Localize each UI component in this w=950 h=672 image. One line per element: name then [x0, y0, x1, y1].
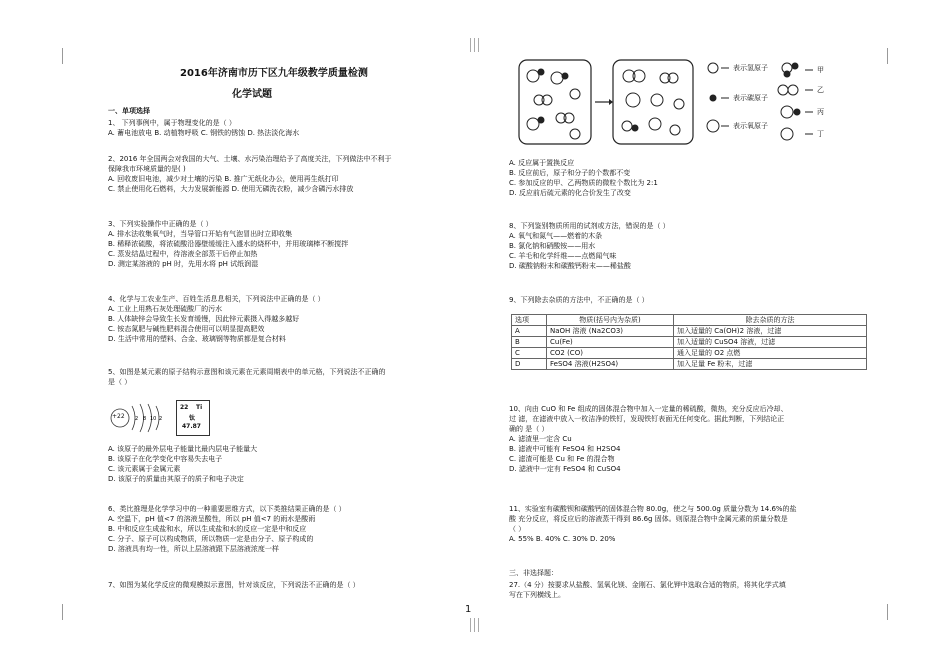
question-option: A. 空温下，pH 值<7 的溶液呈酸性，所以 pH 值<7 的雨水是酸雨: [108, 515, 316, 523]
reaction-diagram: [517, 54, 867, 150]
question-5: [108, 367, 385, 387]
question-option: A. 55% B. 40% C. 30% D. 20%: [509, 535, 616, 543]
question-stem: 酸 充分反应，将反应后的溶液蒸干得到 86.6g 固体。则原混合物中金属元素的质量分数是: [509, 515, 788, 523]
molecule-label: 丁: [817, 130, 824, 138]
question-option: B. 稀释浓硫酸，将浓硫酸沿器壁缓缓注入盛水的烧杯中，并用玻璃棒不断搅拌: [108, 240, 349, 248]
atom-structure-diagram: [106, 398, 170, 438]
table-cell: D: [512, 359, 547, 370]
table-cell: Cu(Fe): [547, 337, 674, 348]
page-subtitle: 化学试题: [232, 89, 272, 100]
question-option: C. 该元素属于金属元素: [108, 465, 181, 473]
question-option: A. 反应属于置换反应: [509, 159, 575, 167]
table-row: [512, 337, 867, 348]
question-option: D. 测定某溶液的 pH 时，先用水将 pH 试纸润湿: [108, 260, 259, 268]
question-11: [509, 504, 797, 544]
question-stem: 27.（4 分）按要求从盐酸、氢氧化镁、金刚石、氯化钾中选取合适的物质，将其化学式填: [509, 581, 786, 589]
question-option: D. 碳酸钠粉末和碳酸钙粉末——稀盐酸: [509, 262, 631, 270]
table-row: [512, 359, 867, 370]
question-stem: 确的 是（ ）: [509, 425, 549, 433]
question-9-stem: 9、下列除去杂质的方法中，不正确的是（ ）: [509, 296, 649, 304]
question-27: [509, 580, 786, 600]
question-stem: 保障我市环境质量的是( ): [108, 165, 186, 173]
table-cell: A: [512, 326, 547, 337]
question-option: C. 参加反应的甲、乙两物质的微粒个数比为 2:1: [509, 179, 658, 187]
question-stem: 10、向由 CuO 和 Fe 组成的固体混合物中加入一定量的稀硫酸，微热，充分反应后冷却、: [509, 405, 788, 413]
question-option: C. 铵态氮肥与碱性肥料混合使用可以明显提高肥效: [108, 325, 265, 333]
question-stem: 11、实验室有碳酸钡和碳酸钙的固体混合物 80.0g，使之与 500.0g 质量分数为 14.6%的盐: [509, 505, 797, 513]
table-cell: CO2 (CO): [547, 348, 674, 359]
question-option: A. 氧气和氮气——燃着的木条: [509, 232, 603, 240]
molecule-label: 甲: [817, 66, 824, 74]
table-cell: 通入足量的 O2 点燃: [674, 348, 867, 359]
question-option: C. 分子、原子可以构成物质，所以物质一定是由分子、原子构成的: [108, 535, 314, 543]
impurity-table: [511, 314, 867, 370]
svg-text:8: 8: [143, 416, 147, 422]
table-header-cell: 除去杂质的方法: [674, 315, 867, 326]
question-option: C. 禁止使用化石燃料，大力发展新能源 D. 使用无磷洗衣粉，减少含磷污水排放: [108, 185, 354, 193]
question-1: [108, 118, 299, 138]
svg-text:2: 2: [159, 416, 163, 422]
crop-mark: [887, 604, 888, 620]
section-heading: 三、非选择题：: [509, 569, 558, 577]
table-cell: FeSO4 溶液(H2SO4): [547, 359, 674, 370]
question-option: B. 该原子在化学变化中容易失去电子: [108, 455, 223, 463]
svg-text:2: 2: [135, 416, 139, 422]
question-5-options: [108, 444, 257, 484]
question-option: D. 该原子的质量由其原子的质子和电子决定: [108, 475, 244, 483]
crop-mark: [62, 604, 63, 620]
question-stem: 6、类比推理是化学学习中的一种重要思维方式，以下类推结果正确的是（ ）: [108, 505, 346, 513]
question-3: [108, 219, 348, 269]
element-name: 钛: [189, 415, 196, 422]
question-7-options: [509, 158, 658, 198]
question-stem: 4、化学与工农业生产、百姓生活息息相关，下列说法中正确的是（ ）: [108, 295, 325, 303]
question-4: [108, 294, 325, 344]
periodic-table-cell: [176, 400, 210, 436]
question-option: A. 回收废旧电池，减少对土壤的污染 B. 推广无纸化办公，使用再生纸打印: [108, 175, 339, 183]
question-stem: （ ）: [509, 525, 526, 533]
table-row: [512, 326, 867, 337]
section-heading: 一、单项选择: [108, 107, 150, 115]
table-cell: 加入足量 Fe 粉末，过滤: [674, 359, 867, 370]
question-option: D. 溶液具有均一性，所以上层溶液跟下层溶液浓度一样: [108, 545, 279, 553]
question-option: D. 生活中常用的塑料、合金、玻璃钢等物质都是复合材料: [108, 335, 286, 343]
fold-mark: [470, 38, 471, 52]
table-header-cell: 物质(括号内为杂质): [547, 315, 674, 326]
table-cell: NaOH 溶液 (Na2CO3): [547, 326, 674, 337]
question-option: B. 滤液中可能有 FeSO4 和 H2SO4: [509, 445, 621, 453]
question-stem: 写在下列横线上。: [509, 591, 565, 599]
question-option: B. 氯化钠和硝酸铵——用水: [509, 242, 596, 250]
fold-mark: [470, 618, 471, 632]
question-2: [108, 154, 392, 194]
page-title: 2016年济南市历下区九年级教学质量检测: [180, 68, 368, 79]
table-header-cell: 选项: [512, 315, 547, 326]
molecule-label: 丙: [817, 108, 824, 116]
question-stem: 3、下列实验操作中正确的是（ ）: [108, 220, 213, 228]
atomic-number: 22: [180, 404, 189, 411]
legend-label: 表示氢原子: [733, 64, 768, 72]
question-option: A. 工业上用熟石灰处理硫酸厂的污水: [108, 305, 223, 313]
crop-mark: [887, 48, 888, 64]
atomic-mass: 47.87: [182, 423, 201, 430]
question-stem: 5、如图是某元素的原子结构示意图和该元素在元素周期表中的单元格，下列说法不正确的: [108, 368, 386, 376]
question-stem: 过 滤，在滤液中放入一枚洁净的铁钉，发现铁钉表面无任何变化。据此判断，下列结论正: [509, 415, 785, 423]
question-option: D. 反应前后硫元素的化合价发生了改变: [509, 189, 631, 197]
table-row: [512, 348, 867, 359]
svg-text:10: 10: [150, 416, 157, 422]
question-option: A. 蓄电池放电 B. 动植物呼吸 C. 钢铁的锈蚀 D. 热法淡化海水: [108, 129, 300, 137]
question-stem: 1、 下列事例中，属于物理变化的是（ ）: [108, 119, 236, 127]
question-stem: 8、下列鉴别物质所用的试剂或方法，错误的是（ ）: [509, 222, 670, 230]
table-cell: 加入适量的 Ca(OH)2 溶液，过滤: [674, 326, 867, 337]
question-option: C. 滤渣可能是 Cu 和 Fe 的混合物: [509, 455, 615, 463]
molecule-label: 乙: [817, 86, 824, 94]
legend-label: 表示碳原子: [733, 94, 768, 102]
table-header-row: [512, 315, 867, 326]
legend-label: 表示氧原子: [733, 122, 768, 130]
question-option: C. 羊毛和化学纤维——点燃闻气味: [509, 252, 617, 260]
question-option: A. 排水法收集氧气时，当导管口开始有气泡冒出时立即收集: [108, 230, 293, 238]
question-option: A. 滤渣里一定含 Cu: [509, 435, 572, 443]
question-option: B. 反应前后，原子和分子的个数都不变: [509, 169, 631, 177]
question-8: [509, 221, 670, 271]
element-symbol: Ti: [196, 404, 203, 411]
question-option: D. 滤液中一定有 FeSO4 和 CuSO4: [509, 465, 621, 473]
question-option: B. 人体缺锌会导致生长发育缓慢，因此锌元素摄入得越多越好: [108, 315, 300, 323]
nucleus-charge: +22: [112, 413, 125, 420]
question-10: [509, 404, 788, 474]
question-option: A. 该原子的最外层电子能量比最内层电子能量大: [108, 445, 258, 453]
question-stem: 2、2016 年全国两会对我国的大气、土壤、水污染治理给予了高度关注，下列做法中不利于: [108, 155, 392, 163]
question-option: C. 蒸发结晶过程中，待溶液全部蒸干后停止加热: [108, 250, 258, 258]
page-number: 1: [465, 604, 472, 615]
question-7-stem: 7、如图为某化学反应的微观模拟示意图，针对该反应，下列说法不正确的是（ ）: [108, 581, 360, 589]
right-page: [475, 0, 950, 672]
table-cell: 加入适量的 CuSO4 溶液，过滤: [674, 337, 867, 348]
table-cell: C: [512, 348, 547, 359]
question-6: [108, 504, 346, 554]
question-option: B. 中和反应生成盐和水，所以生成盐和水的反应一定是中和反应: [108, 525, 307, 533]
table-cell: B: [512, 337, 547, 348]
crop-mark: [62, 48, 63, 64]
question-stem: 是（ ）: [108, 378, 132, 386]
